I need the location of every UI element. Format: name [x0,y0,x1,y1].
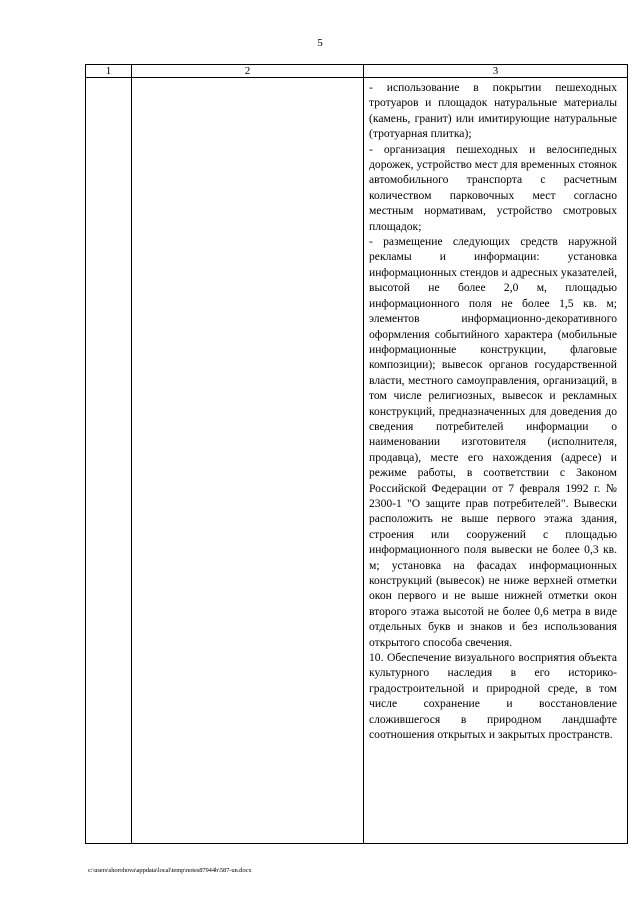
paragraph-paving: - использование в покрытии пешеходных тротуаров и площадок натуральные материалы (камень, гранит) или имитирующие натуральные (тротуарная плитка); [369,81,617,141]
column-header-2: 2 [132,65,364,78]
table-row [86,78,628,844]
cell-column-2 [132,78,364,844]
cell-text-block [364,78,627,742]
table-header-row [86,65,628,78]
document-table [85,64,628,844]
page-number: 5 [317,37,323,49]
column-header-1: 1 [86,65,132,78]
paragraph-advertising: - размещение следующих средств наружной рекламы и информации: установка информационных стендов и адресных указателей, высотой не более 2,0 м, площадью информационного поля не более 1,5 кв. м; элементов информационно-декоративного оформления событийного характера (мобильные информационные конструкции, флаговые композиции); вывесок органов государственной власти, местного самоуправления, организаций, в том числе религиозных, вывесок и рекламных конструкций, предназначенных для доведения до сведения потребителей информации о наименовании изготовителя (исполнителя, продавца), месте его нахождения (адресе) и режиме работы, в соответствии с Законом Российской Федерации от 7 февраля 1992 г. № 2300-1 "О защите прав потребителей". Вывески расположить не выше первого этажа здания, строения или сооружений с площадью информационного поля вывески не более 0,3 кв. м; установка на фасадах информационных конструкций (вывесок) не ниже верхней отметки окон первого и не выше нижней отметки окон второго этажа высотой не более 0,6 метра в виде отдельных букв и знаков и без использования открытого способа свечения. [369,235,617,649]
paragraph-paths-parking: - организация пешеходных и велосипедных дорожек, устройство мест для временных стоянок автомобильного транспорта с расчетным количеством парковочных мест согласно местным нормативам, устройство смотровых площадок; [369,142,617,233]
column-header-3: 3 [364,65,628,78]
cell-column-3 [364,78,628,844]
footer-file-path: c:\users\shorohova\appdata\local\temp\notes87944b\587-un.docx [88,867,252,874]
paragraph-visual-perception: 10. Обеспечение визуального восприятия объекта культурного наследия в его историко-градостроительной и природной среде, в том числе сохранение и восстановление сложившегося в природном ландшафте соотношения открытых и закрытых пространств. [369,651,617,742]
cell-column-1 [86,78,132,844]
